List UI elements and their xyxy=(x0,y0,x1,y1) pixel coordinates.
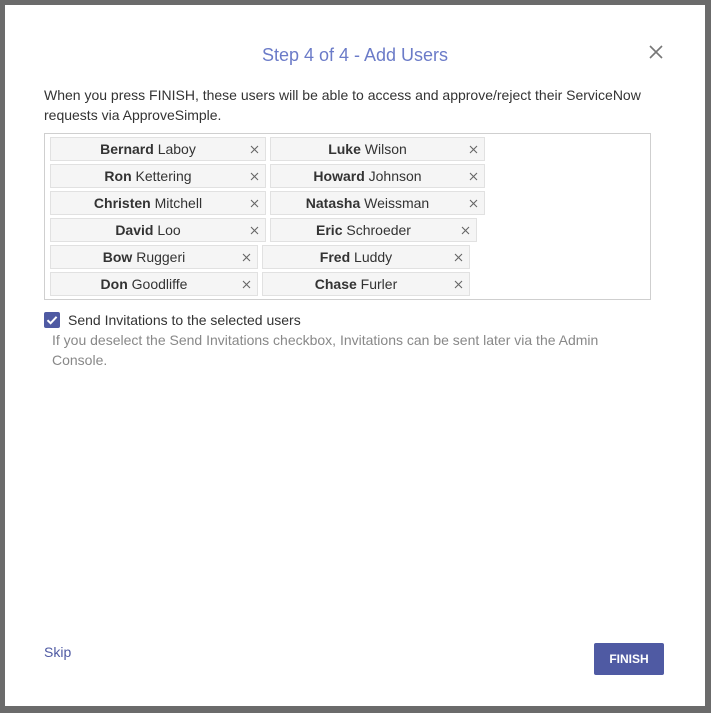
remove-user-icon[interactable] xyxy=(250,199,259,208)
remove-user-icon[interactable] xyxy=(461,226,470,235)
add-users-dialog xyxy=(5,5,705,706)
user-chip-label xyxy=(271,138,464,160)
user-chip xyxy=(50,245,258,269)
user-last-name: Ruggeri xyxy=(136,249,186,265)
user-first-name: Fred xyxy=(319,249,351,265)
user-chip xyxy=(270,164,485,188)
remove-user-icon[interactable] xyxy=(250,145,259,154)
user-last-name: Loo xyxy=(157,222,181,238)
user-chip-label xyxy=(271,219,456,241)
user-chip-label xyxy=(51,192,245,214)
user-last-name: Wilson xyxy=(364,141,407,157)
user-last-name: Johnson xyxy=(368,168,422,184)
user-first-name: Luke xyxy=(328,141,361,157)
user-chip-label xyxy=(271,165,464,187)
user-last-name: Mitchell xyxy=(154,195,203,211)
user-last-name: Kettering xyxy=(135,168,192,184)
send-invitations-checkbox[interactable] xyxy=(44,312,60,328)
user-chip-label xyxy=(263,273,449,295)
remove-user-icon[interactable] xyxy=(250,226,259,235)
user-first-name: Bow xyxy=(102,249,133,265)
dialog-description: When you press FINISH, these users will be able to access and approve/reject their ServiceNow requests via ApproveSimple. xyxy=(44,87,641,123)
user-first-name: Don xyxy=(100,276,128,292)
user-chip-label xyxy=(51,165,245,187)
user-last-name: Schroeder xyxy=(346,222,411,238)
finish-button[interactable]: FINISH xyxy=(594,643,664,675)
user-chip xyxy=(262,245,470,269)
user-first-name: Eric xyxy=(316,222,343,238)
user-chip xyxy=(270,218,477,242)
user-first-name: Ron xyxy=(104,168,132,184)
skip-link[interactable]: Skip xyxy=(44,644,72,660)
remove-user-icon[interactable] xyxy=(469,172,478,181)
user-last-name: Furler xyxy=(360,276,398,292)
user-chip-label xyxy=(51,219,245,241)
checkmark-icon xyxy=(44,312,60,328)
remove-user-icon[interactable] xyxy=(469,145,478,154)
user-chip-label xyxy=(51,246,237,268)
user-chip-label xyxy=(263,246,449,268)
user-chip xyxy=(270,137,485,161)
user-last-name: Goodliffe xyxy=(131,276,188,292)
user-first-name: Bernard xyxy=(100,141,154,157)
user-chip xyxy=(262,272,470,296)
user-last-name: Luddy xyxy=(354,249,393,265)
user-first-name: Christen xyxy=(93,195,151,211)
remove-user-icon[interactable] xyxy=(242,253,251,262)
send-invitations-label[interactable]: Send Invitations to the selected users xyxy=(68,312,301,328)
remove-user-icon[interactable] xyxy=(250,172,259,181)
user-chip xyxy=(50,272,258,296)
user-last-name: Laboy xyxy=(157,141,196,157)
user-chip xyxy=(50,164,266,188)
remove-user-icon[interactable] xyxy=(242,280,251,289)
user-chip xyxy=(50,137,266,161)
user-chip xyxy=(270,191,485,215)
remove-user-icon[interactable] xyxy=(469,199,478,208)
user-chip xyxy=(50,191,266,215)
user-chip-label xyxy=(51,273,237,295)
user-last-name: Weissman xyxy=(364,195,430,211)
selected-users-box[interactable] xyxy=(44,133,651,300)
user-first-name: Howard xyxy=(313,168,365,184)
user-first-name: David xyxy=(115,222,154,238)
user-chip xyxy=(50,218,266,242)
dialog-title: Step 4 of 4 - Add Users xyxy=(261,45,449,65)
invitations-hint: If you deselect the Send Invitations checkbox, Invitations can be sent later via the Admin Console. xyxy=(52,332,599,368)
user-chip-label xyxy=(51,138,245,160)
remove-user-icon[interactable] xyxy=(454,280,463,289)
user-first-name: Chase xyxy=(314,276,357,292)
user-first-name: Natasha xyxy=(305,195,361,211)
remove-user-icon[interactable] xyxy=(454,253,463,262)
close-icon[interactable] xyxy=(647,43,665,61)
user-chip-label xyxy=(271,192,464,214)
